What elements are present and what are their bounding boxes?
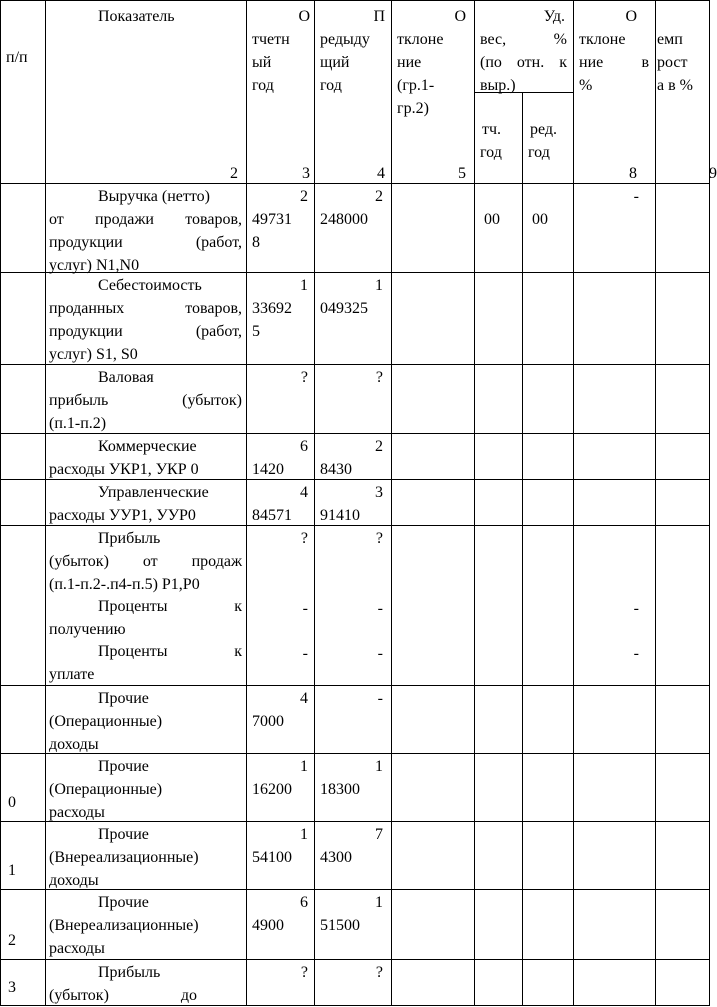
header-col8-num: 8 — [629, 165, 637, 182]
header-col4: П — [373, 8, 385, 25]
column-divider — [314, 0, 315, 1006]
row-number: 2 — [8, 932, 16, 949]
row-name: Прочие — [98, 758, 149, 775]
header-share: вес, % — [480, 31, 567, 48]
header-col5: гр.2) — [397, 100, 429, 117]
row-name: (п.1-п.2-.п4-п.5) P1,P0 — [49, 576, 200, 593]
sub-row-current-year: - — [302, 600, 308, 617]
sub-row-previous-year: - — [377, 600, 383, 617]
column-divider — [655, 0, 656, 1006]
column-divider — [391, 0, 392, 1006]
row-current-year: 54100 — [252, 849, 292, 866]
row-name: услуг) N1,N0 — [49, 257, 140, 274]
row-name: Выручка (нетто) — [98, 188, 210, 205]
row-name: Прибыль — [98, 530, 161, 547]
header-col3: ый — [252, 54, 272, 71]
header-pp: п/п — [6, 49, 28, 66]
row-current-year: 6 — [300, 438, 308, 455]
header-col8: % — [579, 77, 593, 94]
row-name: от продажи товаров, — [49, 211, 242, 228]
header-col3: год — [252, 77, 274, 94]
row-current-year: 16200 — [252, 781, 292, 798]
row-name: продукции (работ, — [49, 323, 242, 340]
header-col8: О — [625, 8, 637, 25]
row-share-previous: 00 — [532, 211, 548, 228]
row-name: Прочие — [98, 690, 149, 707]
sub-row-name: уплате — [49, 666, 95, 683]
row-name: продукции (работ, — [49, 234, 242, 251]
row-divider — [0, 685, 709, 686]
header-share: выр.) — [480, 77, 516, 94]
row-previous-year: 1 — [375, 758, 383, 775]
header-indicator: Показатель — [98, 8, 175, 25]
row-previous-year: 8430 — [320, 461, 352, 478]
row-current-year: 49731 — [252, 211, 292, 228]
row-name: Прочие — [98, 826, 149, 843]
row-previous-year: ? — [375, 964, 383, 981]
row-current-year: ? — [300, 530, 308, 547]
column-divider — [246, 0, 247, 1006]
header-col8: ние в — [579, 54, 649, 71]
header-col3: тчетн — [252, 31, 290, 48]
column-divider — [522, 92, 523, 1006]
header-col4-num: 4 — [377, 165, 385, 182]
row-name: (убыток) от продаж — [49, 553, 242, 570]
column-divider — [709, 0, 710, 1006]
row-name: доходы — [49, 736, 99, 753]
column-divider — [474, 0, 475, 1006]
row-previous-year: 51500 — [320, 917, 360, 934]
row-current-year: 1 — [300, 277, 308, 294]
row-number: 0 — [8, 794, 16, 811]
row-current-year: 1420 — [252, 461, 284, 478]
row-name: расходы УУР1, УУР0 — [49, 507, 196, 524]
header-share-cur: год — [480, 144, 502, 161]
row-number: 1 — [8, 862, 16, 879]
row-current-year: 4900 — [252, 917, 284, 934]
sub-row-deviation-pct: - — [633, 645, 639, 662]
row-previous-year: 2 — [375, 438, 383, 455]
row-name: (п.1-п.2) — [49, 415, 107, 432]
header-col3: О — [298, 8, 310, 25]
row-current-year: 4 — [300, 484, 308, 501]
row-current-year: ? — [300, 964, 308, 981]
sub-row-name: получению — [49, 621, 126, 638]
row-name: прибыль (убыток) — [49, 392, 242, 409]
header-col5: тклоне — [397, 31, 444, 48]
header-col5: (гр.1- — [397, 77, 435, 94]
sub-row-name: Проценты к — [98, 643, 242, 660]
row-current-year: 4 — [300, 690, 308, 707]
row-name: расходы УКР1, УКР 0 — [49, 461, 199, 478]
row-name: проданных товаров, — [49, 300, 242, 317]
table-border-top — [0, 0, 709, 1]
header-col5-num: 5 — [458, 165, 466, 182]
header-col4: год — [320, 77, 342, 94]
row-previous-year: 4300 — [320, 849, 352, 866]
row-previous-year: 2 — [375, 188, 383, 205]
row-name: (убыток) до — [49, 987, 198, 1004]
row-previous-year: 91410 — [320, 507, 360, 524]
header-col5: ние — [397, 54, 422, 71]
row-name: услуг) S1, S0 — [49, 346, 138, 363]
row-current-year: 33692 — [252, 300, 292, 317]
row-current-year: 5 — [252, 323, 260, 340]
row-name: Прибыль — [98, 964, 161, 981]
row-previous-year: 248000 — [320, 211, 368, 228]
header-col9: а в % — [657, 77, 693, 94]
row-previous-year: ? — [375, 369, 383, 386]
row-current-year: 6 — [300, 894, 308, 911]
row-name: Управленческие — [98, 484, 209, 501]
sub-row-current-year: - — [302, 645, 308, 662]
row-current-year: 7000 — [252, 713, 284, 730]
header-indicator-num: 2 — [230, 165, 238, 182]
header-share-prev: год — [528, 144, 550, 161]
row-name: (Операционные) — [49, 781, 163, 798]
row-name: Прочие — [98, 894, 149, 911]
row-previous-year: 049325 — [320, 300, 368, 317]
row-previous-year: ? — [375, 530, 383, 547]
column-divider — [573, 0, 574, 1006]
row-name: (Операционные) — [49, 713, 163, 730]
row-name: (Внереализационные) — [49, 917, 199, 934]
row-previous-year: 1 — [375, 894, 383, 911]
header-col4: редыду — [320, 31, 370, 48]
row-current-year: 1 — [300, 826, 308, 843]
header-share-cur: тч. — [482, 121, 502, 138]
header-share-prev: ред. — [530, 121, 558, 138]
row-current-year: 84571 — [252, 507, 292, 524]
row-name: Валовая — [98, 369, 154, 386]
row-deviation-pct: - — [633, 188, 639, 205]
row-previous-year: 1 — [375, 277, 383, 294]
header-col4: щий — [320, 54, 350, 71]
row-previous-year: - — [377, 690, 383, 707]
header-col8: тклоне — [579, 31, 626, 48]
header-share: (по отн. к — [480, 54, 567, 71]
header-col5: О — [454, 8, 466, 25]
row-current-year: 8 — [252, 234, 260, 251]
row-name: (Внереализационные) — [49, 849, 199, 866]
header-col9: рост — [657, 54, 688, 71]
row-current-year: 1 — [300, 758, 308, 775]
row-previous-year: 3 — [375, 484, 383, 501]
header-share: Уд. — [543, 8, 565, 25]
header-col9: емп — [657, 31, 683, 48]
sub-row-deviation-pct: - — [633, 600, 639, 617]
header-col3-num: 3 — [302, 165, 310, 182]
column-divider — [0, 0, 1, 1006]
header-col9-num: 9 — [709, 165, 717, 182]
row-name: доходы — [49, 872, 99, 889]
row-share-current: 00 — [484, 211, 500, 228]
row-previous-year: 7 — [375, 826, 383, 843]
row-previous-year: 18300 — [320, 781, 360, 798]
column-divider — [45, 0, 46, 1006]
sub-row-previous-year: - — [377, 645, 383, 662]
row-name: расходы — [49, 940, 105, 957]
row-name: расходы — [49, 804, 105, 821]
row-number: 3 — [8, 979, 16, 996]
row-current-year: 2 — [300, 188, 308, 205]
row-current-year: ? — [300, 369, 308, 386]
row-name: Коммерческие — [98, 438, 197, 455]
sub-row-name: Проценты к — [98, 598, 242, 615]
row-name: Себестоимость — [98, 277, 202, 294]
